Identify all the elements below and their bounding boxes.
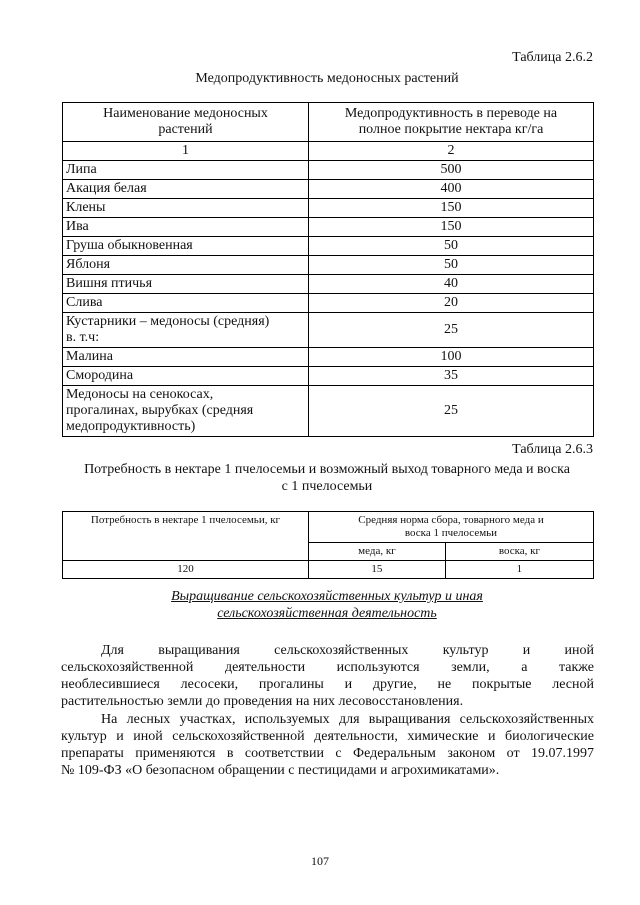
paragraph-line: На лесных участках, используемых для выращивания сельскохозяйственных xyxy=(101,712,594,727)
productivity-value: 150 xyxy=(309,218,594,237)
header-line: Медопродуктивность в переводе на xyxy=(344,106,558,121)
section-title xyxy=(60,588,594,622)
plant-name: Клены xyxy=(66,200,106,215)
section-title-line: Выращивание сельскохозяйственных культур и иная xyxy=(171,589,483,604)
table1-row xyxy=(63,161,594,180)
table1-colnum-row xyxy=(63,142,594,161)
productivity-value: 50 xyxy=(309,256,594,275)
table2-caption: Таблица 2.6.3 xyxy=(512,442,593,457)
plant-name: Яблоня xyxy=(66,257,111,272)
plant-name-cell xyxy=(63,367,309,386)
plant-name: Акация белая xyxy=(66,181,147,196)
paragraph-line: сельскохозяйственной деятельности используются земли, а также xyxy=(61,660,594,675)
plant-name-cell xyxy=(63,237,309,256)
plant-name: Смородина xyxy=(66,368,134,383)
plant-name-cell xyxy=(63,313,309,348)
table2-title-line: Потребность в нектаре 1 пчелосемьи и возможный выход товарного меда и воска xyxy=(84,462,570,477)
plant-name: Груша обыкновенная xyxy=(66,238,193,253)
table2-header-row xyxy=(63,512,594,543)
table1-row xyxy=(63,367,594,386)
table1-row xyxy=(63,256,594,275)
paragraph-line: необлесившиеся лесосеки, прогалины и другие, не покрытые лесной xyxy=(61,677,594,692)
productivity-value: 35 xyxy=(309,367,594,386)
table1-header-productivity xyxy=(309,103,594,142)
table1-row xyxy=(63,180,594,199)
plant-name: Кустарники – медоносы (средняя) xyxy=(66,314,270,329)
table1-row xyxy=(63,348,594,367)
table1-caption: Таблица 2.6.2 xyxy=(512,50,593,65)
productivity-value: 500 xyxy=(309,161,594,180)
plant-name: Слива xyxy=(66,295,103,310)
table2-need-value: 120 xyxy=(63,561,309,579)
table2-wax-value: 1 xyxy=(445,561,593,579)
productivity-value: 20 xyxy=(309,294,594,313)
paragraph-line: Для выращивания сельскохозяйственных культур и иной xyxy=(101,643,594,658)
table1-title: Медопродуктивность медоносных растений xyxy=(195,71,459,86)
table1-colnum-2: 2 xyxy=(309,142,594,161)
table2-header-honey: меда, кг xyxy=(309,543,446,561)
table1-row xyxy=(63,275,594,294)
table2-data-row xyxy=(63,561,594,579)
table2-title xyxy=(60,461,594,495)
table1-row xyxy=(63,237,594,256)
plant-name: Липа xyxy=(66,162,97,177)
header-line: Наименование медоносных xyxy=(103,106,268,121)
header-line: полное покрытие нектара кг/га xyxy=(358,122,544,137)
table2-title-line: с 1 пчелосемьи xyxy=(281,479,373,494)
plant-name: Вишня птичья xyxy=(66,276,153,291)
paragraph-1 xyxy=(61,642,594,710)
table2-header-need: Потребность в нектаре 1 пчелосемьи, кг xyxy=(63,512,309,561)
table2-header-wax: воска, кг xyxy=(445,543,593,561)
table2-honey-value: 15 xyxy=(309,561,446,579)
table2-header-group xyxy=(309,512,594,543)
productivity-value: 150 xyxy=(309,199,594,218)
table2-header-group-line: воска 1 пчелосемьи xyxy=(404,527,498,539)
plant-name-cell xyxy=(63,256,309,275)
plant-name-cell xyxy=(63,199,309,218)
plant-name-cell xyxy=(63,161,309,180)
productivity-value: 50 xyxy=(309,237,594,256)
productivity-value: 40 xyxy=(309,275,594,294)
plant-name-cell xyxy=(63,348,309,367)
table1-row xyxy=(63,386,594,437)
plant-name-cell xyxy=(63,218,309,237)
table1-body xyxy=(63,161,594,437)
plant-name-cell xyxy=(63,294,309,313)
header-line: растений xyxy=(158,122,213,137)
paragraph-line: № 109-ФЗ «О безопасном обращении с пестицидами и агрохимикатами». xyxy=(61,763,500,778)
table1-colnum-1: 1 xyxy=(63,142,309,161)
paragraph-line: культур и иной сельскохозяйственной деятельности, химические и биологические xyxy=(61,729,594,744)
plant-name: прогалинах, вырубках (средняя xyxy=(66,403,254,418)
paragraph-2 xyxy=(61,711,594,779)
productivity-value: 25 xyxy=(309,386,594,437)
plant-name: Малина xyxy=(66,349,113,364)
section-title-line: сельскохозяйственная деятельность xyxy=(217,606,437,621)
table2-header-group-line: Средняя норма сбора, товарного меда и xyxy=(358,514,544,526)
plant-name: Ива xyxy=(66,219,89,234)
table1-row xyxy=(63,313,594,348)
productivity-value: 25 xyxy=(309,313,594,348)
page-number: 107 xyxy=(311,854,329,868)
table1-header-plant xyxy=(63,103,309,142)
plant-name: медопродуктивность) xyxy=(66,419,196,434)
plant-name: в. т.ч: xyxy=(66,330,100,345)
plant-name-cell xyxy=(63,275,309,294)
table1-row xyxy=(63,199,594,218)
paragraph-line: препараты применяются в соответствии с Федеральным законом от 19.07.1997 xyxy=(61,746,594,761)
plant-name-cell xyxy=(63,180,309,199)
table1-header-row xyxy=(63,103,594,142)
plant-name: Медоносы на сенокосах, xyxy=(66,387,214,402)
paragraph-line: растительностью земли до проведения на них лесовосстановления. xyxy=(61,694,464,709)
table1-row xyxy=(63,218,594,237)
table1-row xyxy=(63,294,594,313)
productivity-value: 100 xyxy=(309,348,594,367)
plant-name-cell xyxy=(63,386,309,437)
honey-productivity-table xyxy=(62,102,594,437)
productivity-value: 400 xyxy=(309,180,594,199)
nectar-need-table xyxy=(62,511,594,579)
